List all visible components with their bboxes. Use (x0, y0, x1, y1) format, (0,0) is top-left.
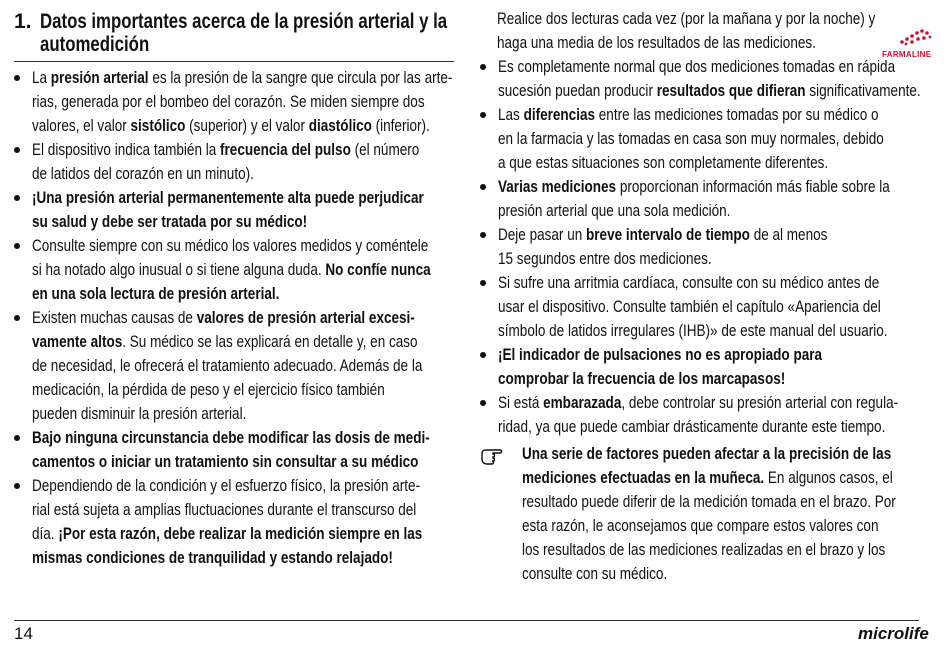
page-number: 14 (14, 624, 33, 643)
bullet-line: de necesidad, le ofrecerá el tratamiento adecuado. Además de la (32, 357, 423, 375)
bullet-text (498, 343, 893, 391)
bullet-line: símbolo de latidos irregulares (IHB)» de este manual del usuario. (498, 322, 888, 340)
bullet-dot (14, 195, 20, 201)
note-line: los resultados de las mediciones realizadas en el brazo y los (522, 541, 886, 559)
note-line: consulte con su médico. (522, 565, 668, 583)
note-paragraph (522, 442, 950, 586)
bullet-dot (14, 315, 20, 321)
bullet-line: presión arterial que una sola medición. (498, 202, 731, 220)
bullet-line: ¡El indicador de pulsaciones no es apropiado para (498, 346, 823, 364)
bullet-line: El dispositivo indica también la frecuencia del pulso (el número (32, 141, 420, 159)
bullet-line: 15 segundos entre dos mediciones. (498, 250, 712, 268)
bullet-text (498, 223, 900, 271)
bullet-line: Existen muchas causas de valores de presión arterial excesi- (32, 309, 415, 327)
bullet-text (498, 55, 950, 103)
bullet-text (32, 66, 545, 138)
bullet-dot (480, 352, 486, 358)
bullet-text (32, 426, 517, 474)
bullet-dot (14, 75, 20, 81)
farmaline-logo-text: FARMALINE (882, 50, 932, 59)
bullet-text (32, 138, 504, 186)
intro-line: Realice dos lecturas cada vez (por la mañana y por la noche) y (497, 10, 876, 28)
note-line: mediciones efectuadas en la muñeca. En algunos casos, el (522, 469, 893, 487)
bullet-line: rias, generada por el bombeo del corazón. Se miden siempre dos (32, 93, 425, 111)
bullet-line: Deje pasar un breve intervalo de tiempo de al menos (498, 226, 828, 244)
section-heading (14, 10, 454, 60)
bullet-dot (480, 232, 486, 238)
bullet-text (498, 103, 950, 175)
bullet-line: medicación, la pérdida de peso y el ejercicio físico también (32, 381, 385, 399)
footer-rule (14, 620, 919, 621)
bullet-line: camentos o iniciar un tratamiento sin consultar a su médico (32, 453, 419, 471)
pointing-hand-icon (480, 443, 506, 469)
bullet-text (32, 186, 510, 234)
bullet-text (32, 234, 518, 306)
bullet-line: rial está sujeta a amplias fluctuaciones durante el transcurso del (32, 501, 417, 519)
heading-number: 1. (14, 10, 32, 33)
heading-line-2: automedición (40, 33, 150, 56)
bullet-dot (480, 400, 486, 406)
bullet-text (498, 271, 950, 343)
bullet-dot (14, 243, 20, 249)
bullet-line: ¡Una presión arterial permanentemente alta puede perjudicar (32, 189, 424, 207)
bullet-dot (14, 147, 20, 153)
bullet-line: Consulte siempre con su médico los valores medidos y coméntele (32, 237, 429, 255)
bullet-dot (480, 64, 486, 70)
bullet-line: Si sufre una arritmia cardíaca, consulte con su médico antes de (498, 274, 880, 292)
bullet-line: Dependiendo de la condición y el esfuerzo físico, la presión arte- (32, 477, 421, 495)
bullet-line: a que estas situaciones son completamente diferentes. (498, 154, 829, 172)
bullet-line: Si está embarazada, debe controlar su presión arterial con regula- (498, 394, 899, 412)
note-line: Una serie de factores pueden afectar a la precisión de las (522, 445, 892, 463)
bullet-dot (14, 435, 20, 441)
heading-line-1: Datos importantes acerca de la presión arterial y la (40, 10, 448, 33)
bullet-line: usar el dispositivo. Consulte también el capítulo «Apariencia del (498, 298, 881, 316)
bullet-line: si ha notado algo inusual o si tiene alguna duda. No confíe nunca (32, 261, 431, 279)
farmaline-logo (882, 28, 944, 58)
bullet-line: de latidos del corazón en un minuto). (32, 165, 254, 183)
bullet-dot (480, 184, 486, 190)
bullet-dot (480, 112, 486, 118)
bullet-line: sucesión puedan producir resultados que difieran significativamente. (498, 82, 921, 100)
bullet-text (498, 175, 950, 223)
bullet-line: vamente altos. Su médico se las explicará en detalle y, en caso (32, 333, 418, 351)
bullet-text (498, 391, 950, 439)
bullet-dot (480, 280, 486, 286)
bullet-line: su salud y debe ser tratada por su médico! (32, 213, 308, 231)
bullet-line: Es completamente normal que dos mediciones tomadas en rápida (498, 58, 896, 76)
note-line: esta razón, le aconsejamos que compare estos valores con (522, 517, 879, 535)
bullet-line: mismas condiciones de tranquilidad y estando relajado! (32, 549, 393, 567)
heading-rule (14, 61, 454, 62)
farmaline-dots-icon (882, 28, 944, 46)
intro-line: haga una media de los resultados de las mediciones. (497, 34, 816, 52)
bullet-text (32, 306, 508, 426)
bullet-line: Bajo ninguna circunstancia debe modificar las dosis de medi- (32, 429, 430, 447)
bullet-line: en la farmacia y las tomadas en casa son muy normales, debido (498, 130, 884, 148)
microlife-brand: microlife (858, 624, 929, 643)
bullet-line: Las diferencias entre las mediciones tomadas por su médico o (498, 106, 879, 124)
note-line: resultado puede diferir de la medición tomada en el brazo. Por (522, 493, 896, 511)
bullet-line: en una sola lectura de presión arterial. (32, 285, 280, 303)
bullet-text (32, 474, 508, 570)
bullet-line: ridad, ya que puede cambiar drásticamente durante este tiempo. (498, 418, 886, 436)
bullet-line: comprobar la frecuencia de los marcapasos! (498, 370, 786, 388)
heading-title (40, 10, 549, 56)
bullet-dot (14, 483, 20, 489)
bullet-line: Varias mediciones proporcionan información más fiable sobre la (498, 178, 890, 196)
bullet-line: valores, el valor sistólico (superior) y el valor diastólico (inferior). (32, 117, 430, 135)
bullet-line: día. ¡Por esta razón, debe realizar la medición siempre en las (32, 525, 423, 543)
bullet-line: pueden disminuir la presión arterial. (32, 405, 247, 423)
bullet-line: La presión arterial es la presión de la sangre que circula por las arte- (32, 69, 453, 87)
